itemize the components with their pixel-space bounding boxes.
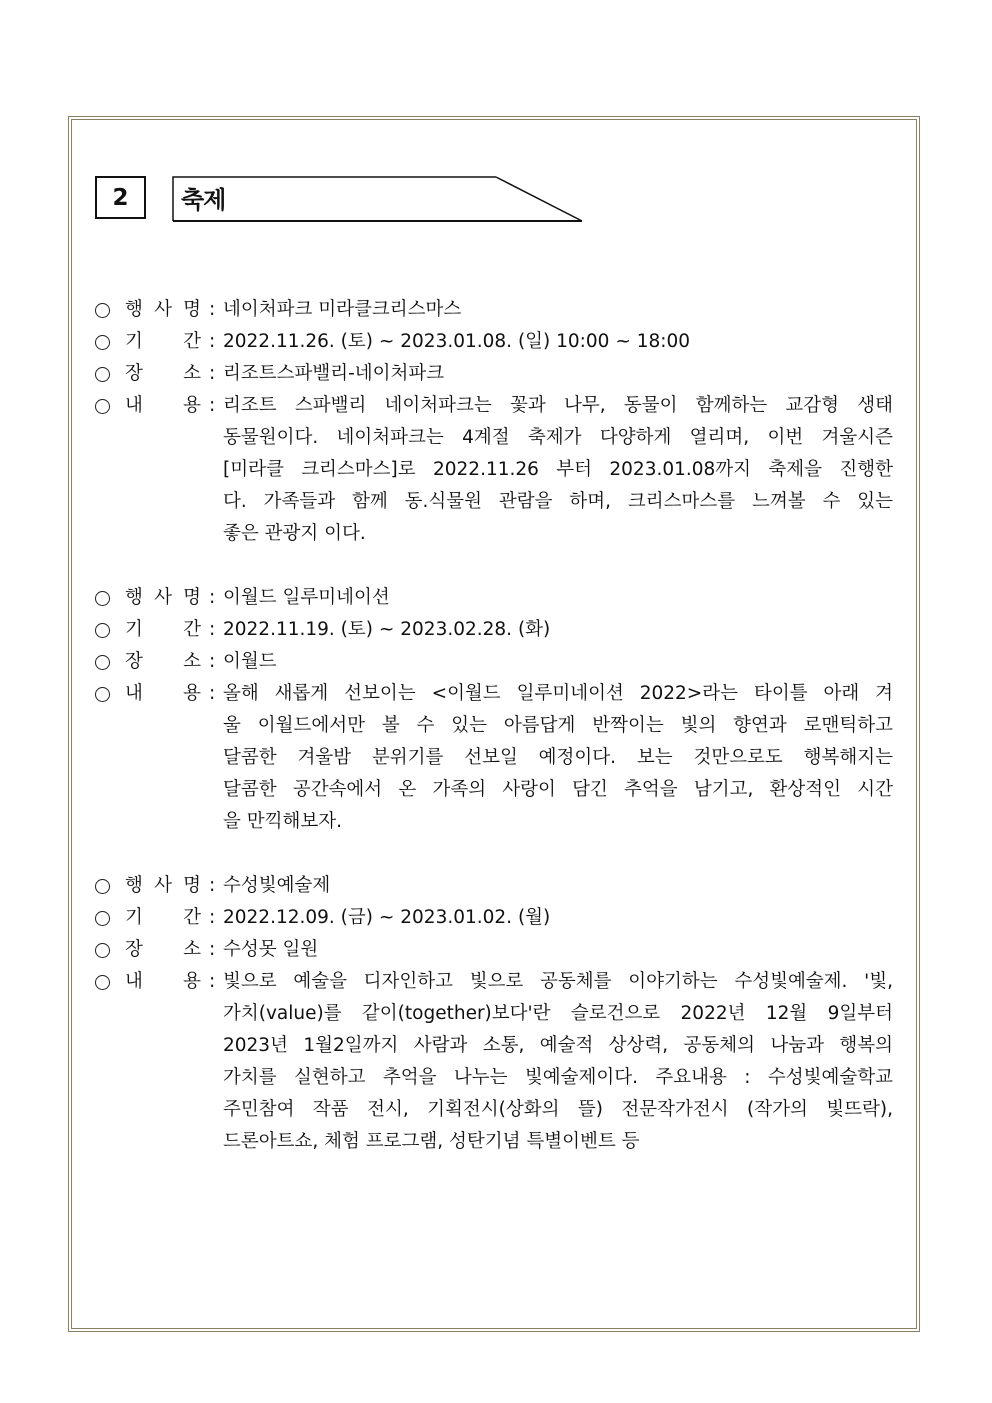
circle-bullet-icon (95, 358, 125, 390)
event-period-label: 기 간 (125, 331, 201, 352)
content-line: 좋은 관광지 이다. (223, 523, 366, 544)
event-content-label: 내 용 (125, 971, 201, 992)
event-period-label: 기 간 (125, 619, 201, 640)
event-name-label: 행 사 명 (125, 587, 201, 608)
circle-bullet-icon (95, 294, 125, 326)
event-place: 수성못 일원 (223, 939, 319, 960)
circle-bullet-icon (95, 678, 125, 710)
event-block-3 (95, 870, 900, 1158)
circle-bullet-icon (95, 646, 125, 678)
content-line: 가치(value)를 같이(together)보다'란 슬로건으로 2022년 12월 9일부터 (223, 1003, 893, 1024)
circle-bullet-icon (95, 870, 125, 902)
event-place: 이월드 (223, 651, 277, 672)
event-place-label: 장 소 (125, 939, 201, 960)
content-line: 울 이월드에서만 볼 수 있는 아름답게 반짝이는 빛의 향연과 로맨틱하고 (223, 715, 893, 736)
event-place-label: 장 소 (125, 363, 201, 384)
event-name: 이월드 일루미네이션 (223, 587, 390, 608)
event-name-row: 행 사 명 : 수성빛예술제 (95, 870, 900, 902)
content-line: 리조트 스파밸리 네이처파크는 꽃과 나무, 동물이 함께하는 교감형 생태 (223, 395, 893, 416)
event-period: 2022.12.09. (금) ~ 2023.01.02. (월) (223, 907, 551, 928)
content-line: 동물원이다. 네이처파크는 4계절 축제가 다양하게 열리며, 이번 겨울시즌 (223, 427, 893, 448)
event-content-row: 내 용 : 빛으로 예술을 디자인하고 빛으로 공동체를 이야기하는 수성빛예술제. '빛, 가치(value)를 같이(together)보다'란 슬로건으로 2022년 12월 9일부터 2023년 1월2일까지 사람과 소통, 예술적 상상력, 공동체의 나눔과 행복의 가치를 실현하고 추억을 나누는 빛예술제이다. 주요내용 : 수성빛예술학교 주민참여 작품 전시, 기획전시(상화의 뜰) 전문작가전시 (작가의 빛뜨락), 드론아트쇼, 체험 프로그램, 성탄기념 특별이벤트 등 (95, 966, 900, 1158)
event-content-row: 내 용 : 올해 새롭게 선보이는 <이월드 일루미네이션 2022>라는 타이틀 아래 겨 울 이월드에서만 볼 수 있는 아름답게 반짝이는 빛의 향연과 로맨틱하고 달콤한 겨울밤 분위기를 선보일 예정이다. 보는 것만으로도 행복해지는 달콤한 공간속에서 온 가족의 사랑이 담긴 추억을 남기고, 환상적인 시간 을 만끽해보자. (95, 678, 900, 838)
circle-bullet-icon (95, 966, 125, 998)
content-line: 다. 가족들과 함께 동.식물원 관람을 하며, 크리스마스를 느껴볼 수 있는 (223, 491, 893, 512)
event-period-row: 기 간 : 2022.12.09. (금) ~ 2023.01.02. (월) (95, 902, 900, 934)
event-place-row: 장 소 : 리조트스파밸리-네이처파크 (95, 358, 900, 390)
event-content (223, 966, 893, 1158)
section-number-box (95, 176, 146, 219)
event-name: 수성빛예술제 (223, 875, 331, 896)
content-line: 2023년 1월2일까지 사람과 소통, 예술적 상상력, 공동체의 나눔과 행복의 (223, 1035, 893, 1056)
event-name-label: 행 사 명 (125, 875, 201, 896)
event-content-label: 내 용 (125, 395, 201, 416)
content-line: 가치를 실현하고 추억을 나누는 빛예술제이다. 주요내용 : 수성빛예술학교 (223, 1067, 893, 1088)
content-line: 드론아트쇼, 체험 프로그램, 성탄기념 특별이벤트 등 (223, 1131, 640, 1152)
section-title-frame (172, 176, 584, 222)
event-content-row: 내 용 : 리조트 스파밸리 네이처파크는 꽃과 나무, 동물이 함께하는 교감형 생태 동물원이다. 네이처파크는 4계절 축제가 다양하게 열리며, 이번 겨울시즌 [미라클 크리스마스]로 2022.11.26 부터 2023.01.08까지 축제을 진행한 다. 가족들과 함께 동.식물원 관람을 하며, 크리스마스를 느껴볼 수 있는 좋은 관광지 이다. (95, 390, 900, 550)
event-name-row: 행 사 명 : 이월드 일루미네이션 (95, 582, 900, 614)
circle-bullet-icon (95, 390, 125, 422)
event-content (223, 390, 893, 550)
section-title: 축제 (181, 186, 226, 214)
event-period-row: 기 간 : 2022.11.19. (토) ~ 2023.02.28. (화) (95, 614, 900, 646)
event-place-label: 장 소 (125, 651, 201, 672)
content-line: 달콤한 겨울밤 분위기를 선보일 예정이다. 보는 것만으로도 행복해지는 (223, 747, 893, 768)
event-name-row: 행 사 명 : 네이처파크 미라클크리스마스 (95, 294, 900, 326)
content-line: 올해 새롭게 선보이는 <이월드 일루미네이션 2022>라는 타이틀 아래 겨 (223, 683, 893, 704)
event-place-row: 장 소 : 수성못 일원 (95, 934, 900, 966)
content-line: 달콤한 공간속에서 온 가족의 사랑이 담긴 추억을 남기고, 환상적인 시간 (223, 779, 893, 800)
event-content (223, 678, 893, 838)
event-name: 네이처파크 미라클크리스마스 (223, 299, 462, 320)
event-period-row: 기 간 : 2022.11.26. (토) ~ 2023.01.08. (일) 10:00 ~ 18:00 (95, 326, 900, 358)
event-name-label: 행 사 명 (125, 299, 201, 320)
event-place-row: 장 소 : 이월드 (95, 646, 900, 678)
event-period: 2022.11.26. (토) ~ 2023.01.08. (일) 10:00 ~ 18:00 (223, 331, 691, 352)
content-line: 빛으로 예술을 디자인하고 빛으로 공동체를 이야기하는 수성빛예술제. '빛, (223, 971, 893, 992)
circle-bullet-icon (95, 326, 125, 358)
event-block-2 (95, 582, 900, 838)
event-period-label: 기 간 (125, 907, 201, 928)
content-line: 을 만끽해보자. (223, 811, 342, 832)
event-period: 2022.11.19. (토) ~ 2023.02.28. (화) (223, 619, 551, 640)
circle-bullet-icon (95, 582, 125, 614)
event-place: 리조트스파밸리-네이처파크 (223, 363, 445, 384)
section-number: 2 (112, 184, 129, 211)
circle-bullet-icon (95, 614, 125, 646)
circle-bullet-icon (95, 902, 125, 934)
content-line: [미라클 크리스마스]로 2022.11.26 부터 2023.01.08까지 축제을 진행한 (223, 459, 893, 480)
event-block-1 (95, 294, 900, 550)
event-content-label: 내 용 (125, 683, 201, 704)
content-line: 주민참여 작품 전시, 기획전시(상화의 뜰) 전문작가전시 (작가의 빛뜨락), (223, 1099, 893, 1120)
circle-bullet-icon (95, 934, 125, 966)
